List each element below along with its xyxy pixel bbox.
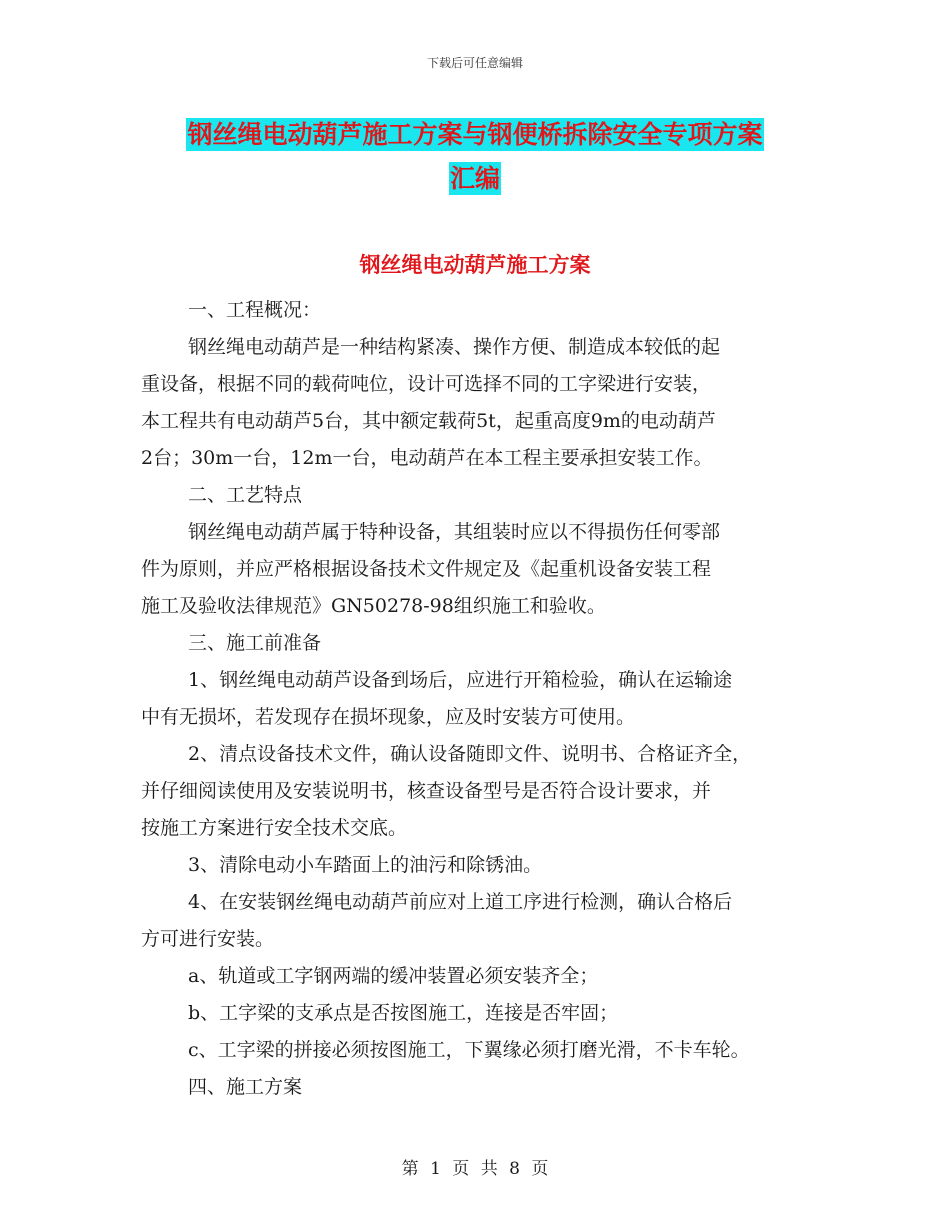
paragraph-line: 本工程共有电动葫芦5台，其中额定载荷5t，起重高度9m的电动葫芦 <box>141 410 716 432</box>
paragraph-line: 重设备，根据不同的载荷吨位，设计可选择不同的工字梁进行安装， <box>141 373 712 395</box>
list-item-line: 1、钢丝绳电动葫芦设备到场后，应进行开箱检验，确认在运输途 <box>188 669 733 691</box>
paragraph-line: 件为原则，并应严格根据设备技术文件规定及《起重机设备安装工程 <box>141 558 712 580</box>
list-item-line: 方可进行安装。 <box>141 928 275 950</box>
list-item-line: 2、清点设备技术文件，确认设备随即文件、说明书、合格证齐全， <box>188 743 752 765</box>
list-item-line: 按施工方案进行安全技术交底。 <box>141 817 408 839</box>
paragraph-line: 施工及验收法律规范》GN50278-98组织施工和验收。 <box>141 595 606 617</box>
heading-preparation: 三、施工前准备 <box>188 632 322 654</box>
list-item-line: 中有无损坏，若发现存在损坏现象，应及时安装方可使用。 <box>141 706 636 728</box>
paragraph-line: 钢丝绳电动葫芦是一种结构紧凑、操作方便、制造成本较低的起 <box>188 336 721 358</box>
heading-features: 二、工艺特点 <box>188 484 303 506</box>
list-item-line: 4、在安装钢丝绳电动葫芦前应对上道工序进行检测，确认合格后 <box>188 891 733 913</box>
sub-item-line: c、工字梁的拼接必须按图施工，下翼缘必须打磨光滑，不卡车轮。 <box>188 1039 750 1061</box>
heading-plan: 四、施工方案 <box>188 1076 303 1098</box>
header-note: 下载后可任意编辑 <box>426 56 523 70</box>
title-line-2: 汇编 <box>449 164 500 193</box>
paragraph-line: 2台；30m一台，12m一台，电动葫芦在本工程主要承担安装工作。 <box>141 447 713 469</box>
sub-item-line: a、轨道或工字钢两端的缓冲装置必须安装齐全； <box>188 965 599 987</box>
list-item-line: 并仔细阅读使用及安装说明书，核查设备型号是否符合设计要求，并 <box>141 780 712 802</box>
section-title: 钢丝绳电动葫芦施工方案 <box>359 253 591 277</box>
heading-overview: 一、工程概况： <box>188 299 322 321</box>
list-item-line: 3、清除电动小车踏面上的油污和除锈油。 <box>188 854 543 876</box>
title-line-1: 钢丝绳电动葫芦施工方案与钢便桥拆除安全专项方案 <box>187 120 763 149</box>
sub-item-line: b、工字梁的支承点是否按图施工，连接是否牢固； <box>188 1002 619 1024</box>
paragraph-line: 钢丝绳电动葫芦属于特种设备，其组装时应以不得损伤任何零部 <box>188 521 721 543</box>
page-footer: 第 1 页 共 8 页 <box>401 1159 549 1179</box>
